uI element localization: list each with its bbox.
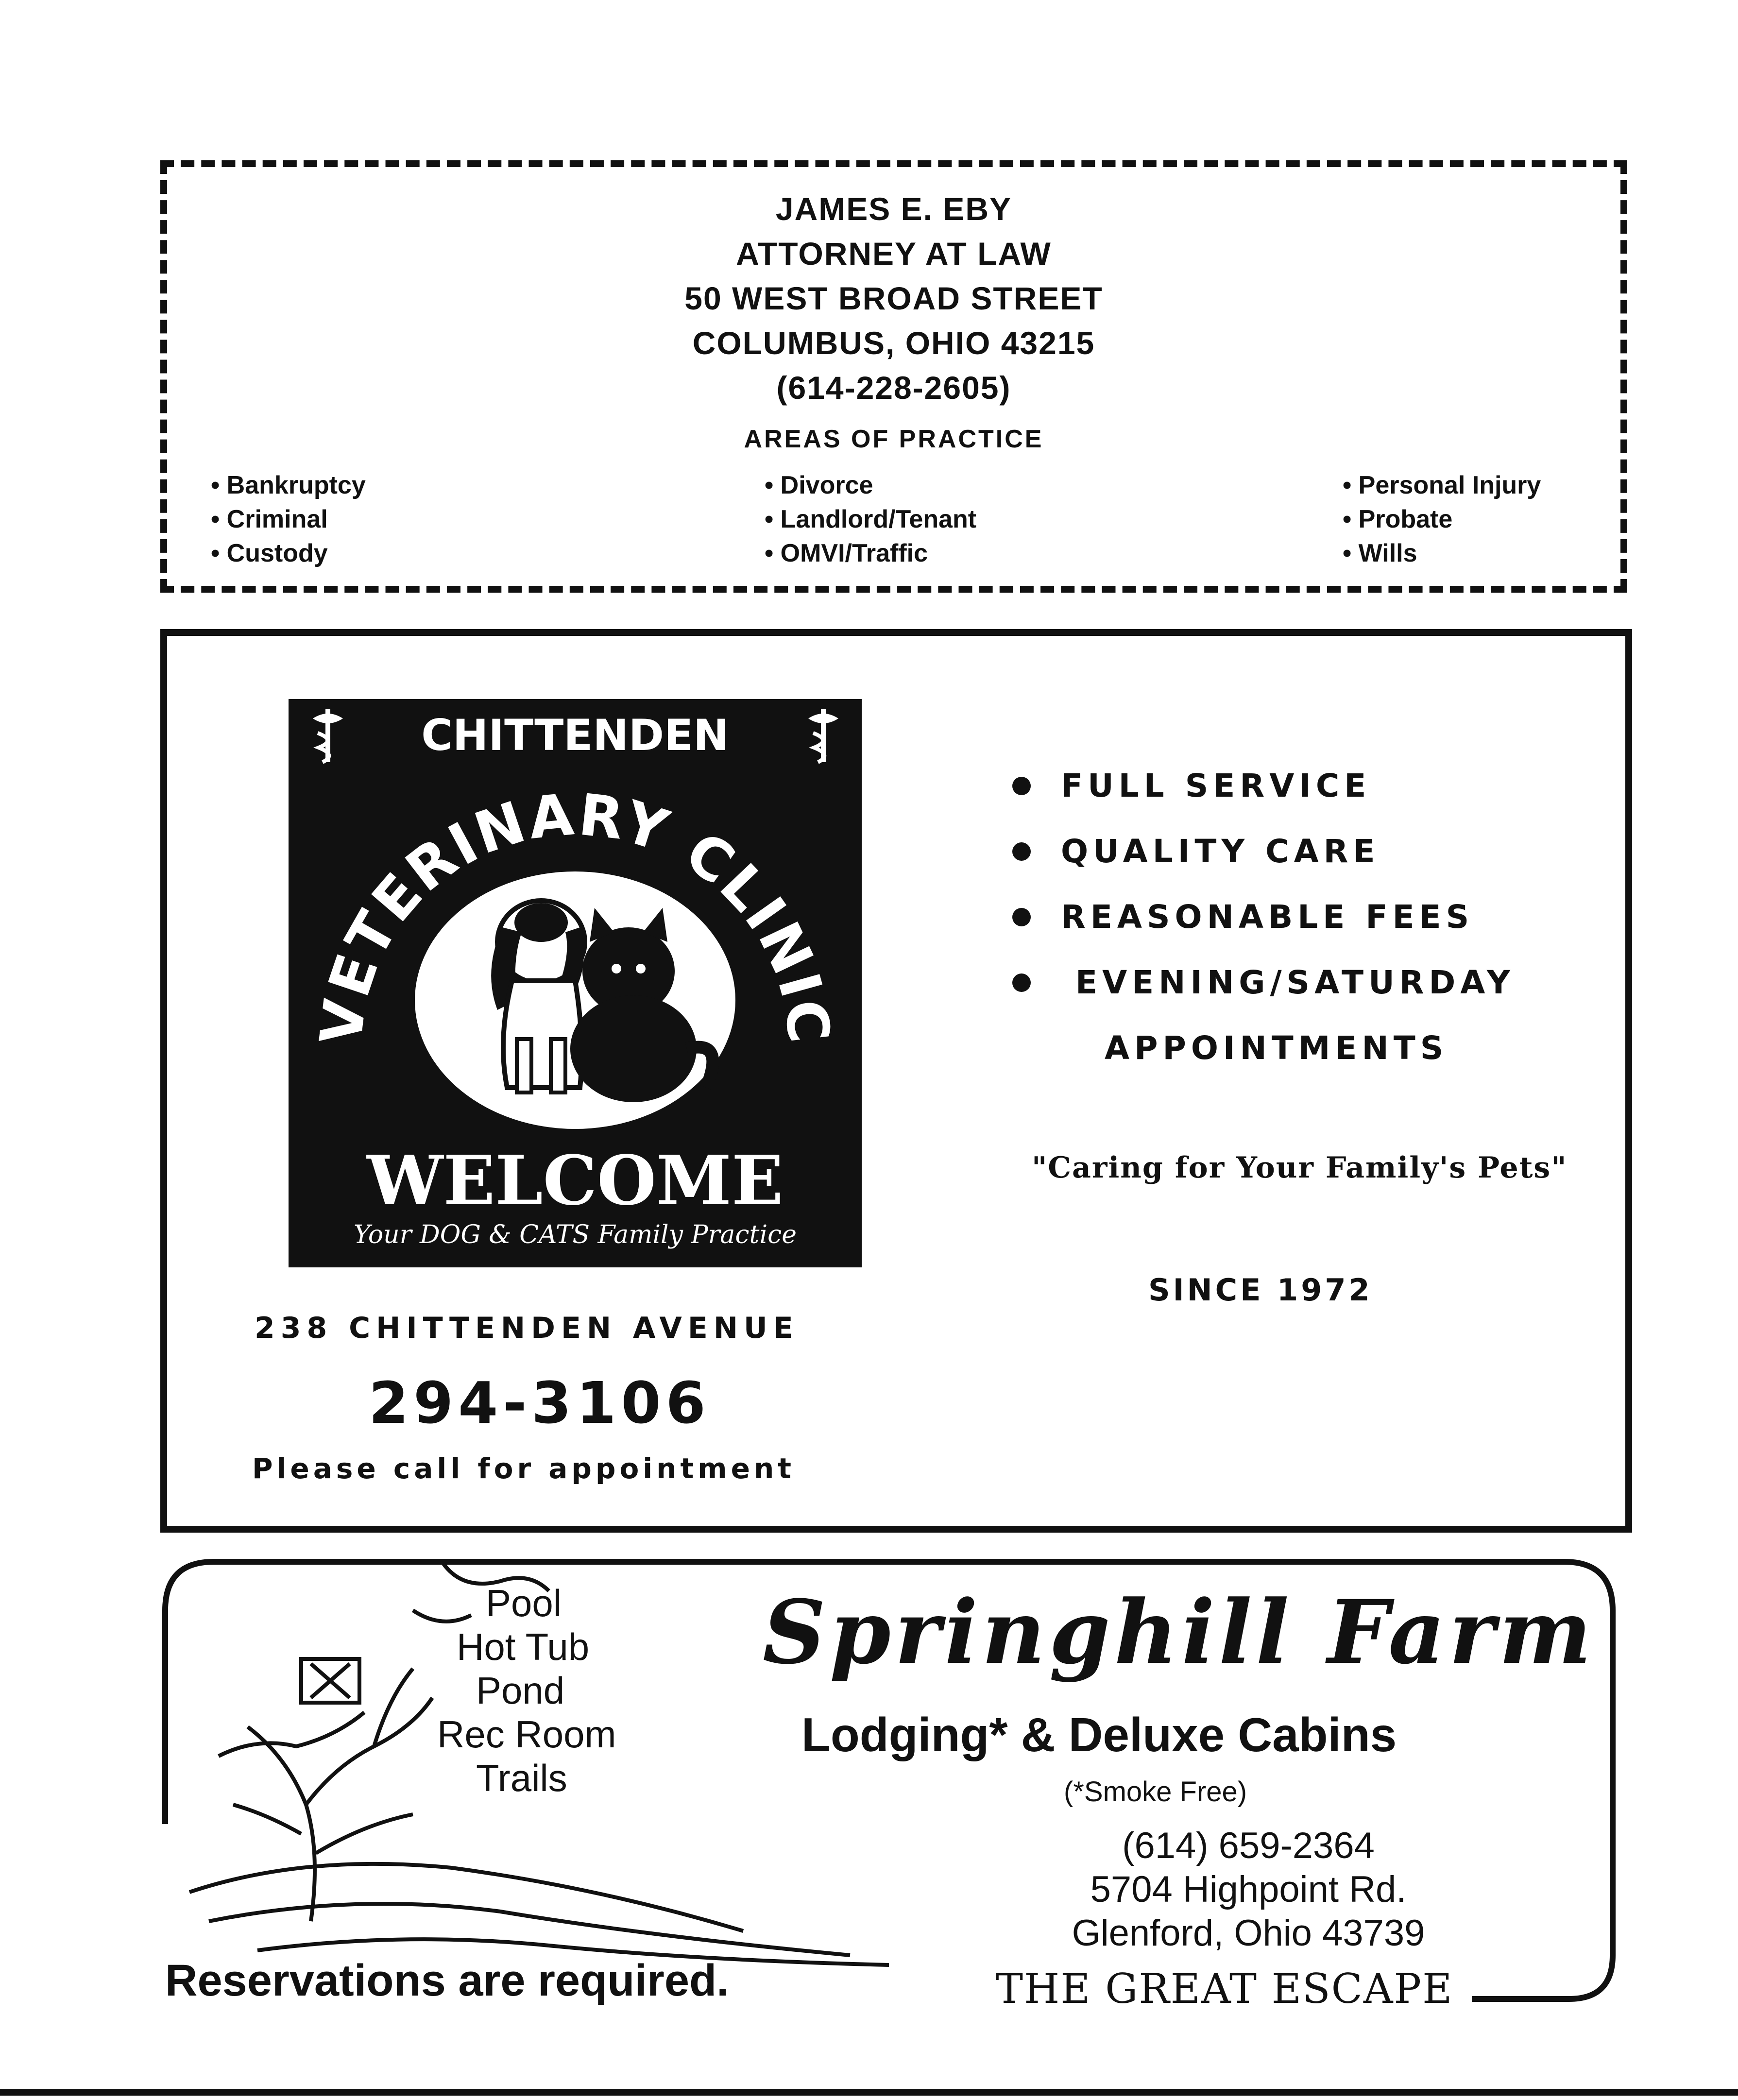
practice-list-2 — [765, 468, 976, 570]
attorney-header — [167, 187, 1620, 410]
farm-address-line1: 5704 Highpoint Rd. — [1090, 1869, 1407, 1910]
areas-of-practice-heading: AREAS OF PRACTICE — [744, 425, 1044, 453]
practice-item: • OMVI/Traffic — [765, 536, 976, 570]
farm-smoke-free-note: (*Smoke Free) — [1064, 1776, 1247, 1808]
vet-phone: 294-3106 — [369, 1369, 711, 1436]
bullet-icon — [1012, 777, 1031, 795]
amenity-item: Pool — [486, 1582, 562, 1624]
farm-phone: (614) 659-2364 — [1122, 1825, 1375, 1866]
bullet-icon — [1012, 908, 1031, 926]
veterinary-ad — [160, 629, 1632, 1533]
vet-address: 238 CHITTENDEN AVENUE — [255, 1311, 799, 1345]
vet-logo-artwork — [289, 699, 862, 1267]
farm-lodging: Lodging* & Deluxe Cabins — [801, 1708, 1397, 1761]
practice-item: • Landlord/Tenant — [765, 502, 976, 536]
practice-list-3 — [1343, 468, 1541, 570]
vet-tagline: "Caring for Your Family's Pets" — [1032, 1151, 1568, 1185]
service-text: REASONABLE FEES — [1061, 898, 1474, 936]
amenity-item: Trails — [476, 1757, 567, 1799]
amenity-item: Rec Room — [437, 1713, 616, 1756]
springhill-farm-ad — [160, 1552, 1622, 2014]
caduceus-icon-left — [313, 709, 343, 762]
vet-clinic-logo — [289, 699, 862, 1267]
farm-slogan: THE GREAT ESCAPE — [996, 1965, 1453, 2013]
attorney-ad — [160, 160, 1627, 593]
attorney-name: JAMES E. EBY — [775, 191, 1012, 227]
practice-item: • Bankruptcy — [211, 468, 366, 502]
farm-reservations-note: Reservations are required. — [165, 1956, 729, 2005]
page-bottom-rule — [0, 2089, 1738, 2096]
vet-call-note: Please call for appointment — [252, 1452, 795, 1485]
amenity-item: Pond — [476, 1669, 565, 1712]
practice-list-1 — [211, 468, 366, 570]
logo-subtitle: Your DOG & CATS Family Practice — [354, 1220, 797, 1249]
practice-item: • Probate — [1343, 502, 1541, 536]
attorney-title: ATTORNEY AT LAW — [736, 236, 1052, 272]
service-text: EVENING/SATURDAY — [1075, 964, 1515, 1001]
farm-amenities — [437, 1581, 616, 1800]
service-text: QUALITY CARE — [1061, 833, 1380, 870]
vet-since: SINCE 1972 — [1148, 1272, 1373, 1308]
logo-arc-textpath: VETERINARY CLINIC — [307, 781, 843, 1048]
bullet-icon — [1012, 842, 1031, 861]
practice-item: • Wills — [1343, 536, 1541, 570]
attorney-city: COLUMBUS, OHIO 43215 — [692, 325, 1095, 361]
service-text: APPOINTMENTS — [1105, 1029, 1448, 1067]
practice-item: • Criminal — [211, 502, 366, 536]
service-text: FULL SERVICE — [1061, 767, 1371, 804]
practice-item: • Personal Injury — [1343, 468, 1541, 502]
practice-item: • Divorce — [765, 468, 976, 502]
attorney-street: 50 WEST BROAD STREET — [684, 280, 1103, 316]
bullet-icon — [1012, 973, 1031, 992]
logo-top-text: CHITTENDEN — [421, 710, 729, 760]
attorney-phone: (614-228-2605) — [776, 370, 1011, 406]
practice-item: • Custody — [211, 536, 366, 570]
farm-contact — [957, 1824, 1540, 1955]
farm-title: Springhill Farm — [763, 1581, 1596, 1684]
logo-welcome-text: WELCOME — [367, 1141, 784, 1221]
farm-address-line2: Glenford, Ohio 43739 — [1072, 1912, 1425, 1954]
caduceus-icon-right — [808, 709, 838, 762]
amenity-item: Hot Tub — [457, 1625, 590, 1668]
